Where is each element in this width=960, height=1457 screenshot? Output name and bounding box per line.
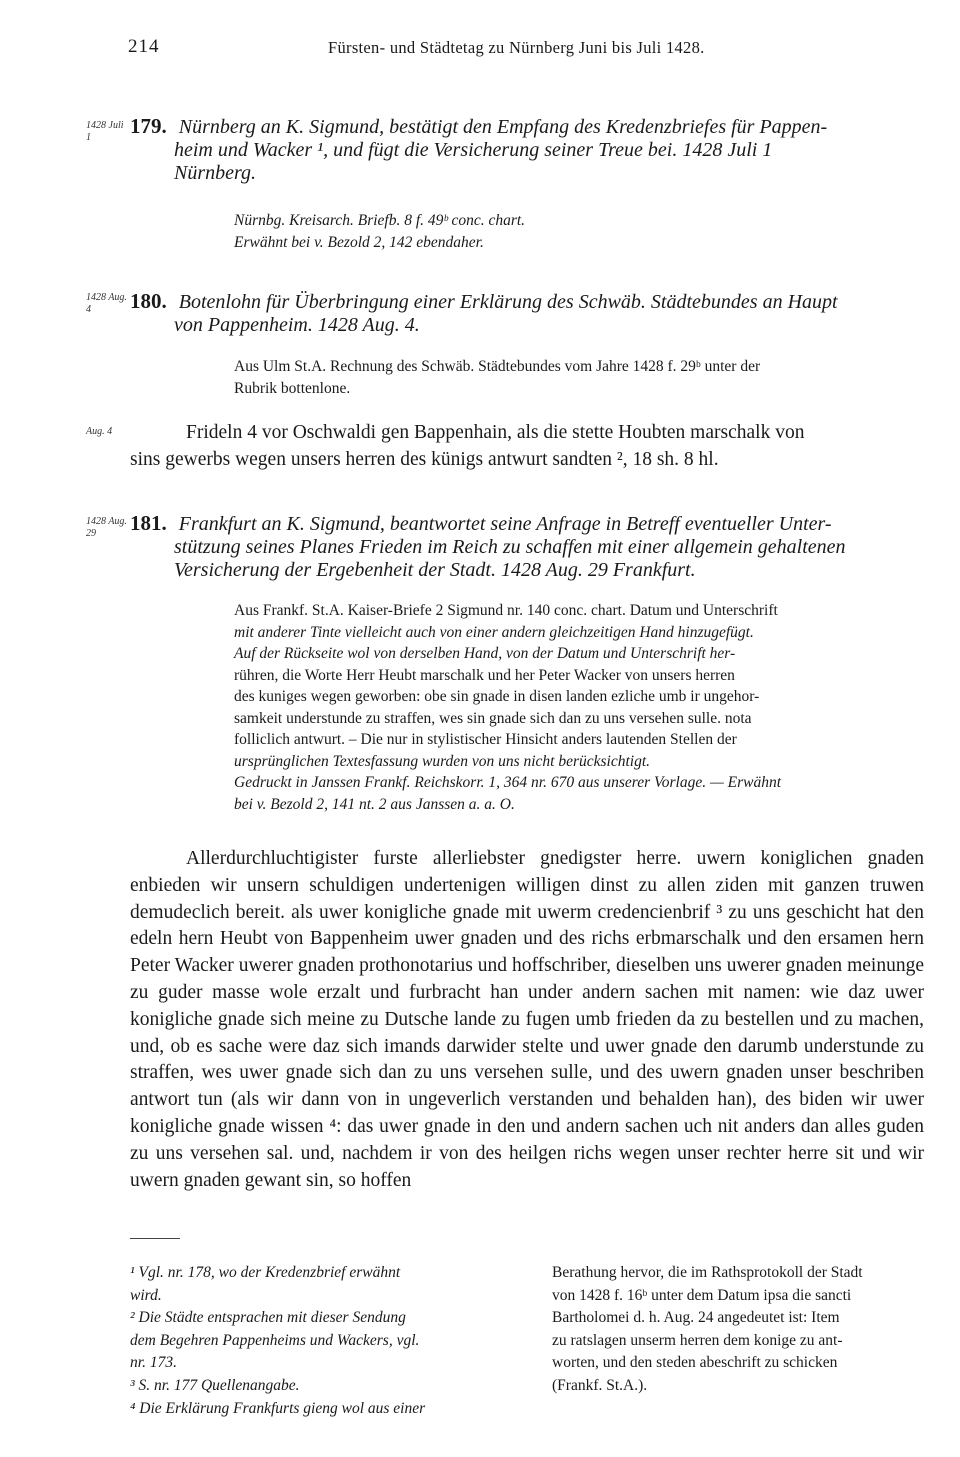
entry-181-source xyxy=(234,600,920,815)
page-header xyxy=(128,36,888,64)
entry-line: heim und Wacker ¹, und fügt die Versicherung seiner Treue bei. 1428 Juli 1 xyxy=(174,139,773,161)
entry-180-heading xyxy=(130,290,920,337)
entry-179-source xyxy=(234,210,920,253)
entry-180-source xyxy=(234,356,920,399)
letter-text: Allerdurchluchtigister furste allerliebster gnedigster herre. uwern koniglichen gnaden enbieden wir unsern schuldigen undertenigen willigen dinst zu allen ziden mit ganzen truwen demudeclich bereit. als uwer konigliche gnade mit uwerm credencienbrif ³ zu uns geschicht hat den edeln hern Heubt von Bappenheim uwer gnaden und des richs erbmarschalk und den ersamen hern Peter Wacker uwerer gnaden prothonotarius und hoffschriber, dieselben uns uwerer gnaden meinunge zu guder masse wole erzalt und furbracht han under andern sachen mit namen: wie daz uwer konigliche gnade sich meine zu Dutsche lande zu fugen umb frieden da zu bestellen und zu machen, und, ob es sache were daz sich imands darwider stelte und uwer gnade den darumb understunde zu straffen, wes uwer gnade sich dan zu uns versehen sulle, und des uwern gnaden unser beschriben antwort tun (als wir dann von in ungeverlich verstanden und behalden han), des biden wir uwer konigliche gnade wissen ⁴: das uwer gnade in den und andern sachen uch nit anders dan alles guden zu uns versehen sal. und, nachdem ir von des heilgen richs wegen unser rechter herre sit und wir uwern gnaden gewant sin, so hoffen xyxy=(130,848,924,1191)
footnote-line: worten, und den steden abeschrift zu schicken xyxy=(552,1354,838,1372)
footnote-line: zu ratslagen unserm herren dem konige zu ant- xyxy=(552,1331,843,1349)
source-line: bei v. Bezold 2, 141 nt. 2 aus Janssen a. a. O. xyxy=(234,795,515,813)
footnote-line: ⁴ Die Erklärung Frankfurts gieng wol aus einer xyxy=(130,1399,426,1417)
source-line: Auf der Rückseite wol von derselben Hand, von der Datum und Unterschrift her- xyxy=(234,645,736,662)
footnotes-right xyxy=(552,1262,952,1398)
entry-181-heading xyxy=(130,512,920,582)
source-line: des kuniges wegen geworben: obe sin gnade in disen landen ezliche umb ir ungehor- xyxy=(234,688,760,705)
footnote-line: ³ S. nr. 177 Quellenangabe. xyxy=(130,1376,300,1394)
entry-179-heading xyxy=(130,115,920,185)
entry-line: Versicherung der Ergebenheit der Stadt. 1428 Aug. 29 Frankfurt. xyxy=(174,559,696,581)
entry-line: von Pappenheim. 1428 Aug. 4. xyxy=(174,314,420,336)
source-line: Aus Ulm St.A. Rechnung des Schwäb. Städtebundes vom Jahre 1428 f. 29ᵇ unter der xyxy=(234,358,761,375)
footnote-line: von 1428 f. 16ᵇ unter dem Datum ipsa die sancti xyxy=(552,1286,852,1304)
footnote-line: Bartholomei d. h. Aug. 24 angedeutet ist: Item xyxy=(552,1309,840,1327)
source-line: Nürnbg. Kreisarch. Briefb. 8 f. 49ᵇ conc. chart. xyxy=(234,212,526,229)
footnote-line: ² Die Städte entsprachen mit dieser Sendung xyxy=(130,1309,406,1327)
footnote-line: ¹ Vgl. nr. 178, wo der Kredenzbrief erwähnt xyxy=(130,1264,401,1281)
footnote-line: (Frankf. St.A.). xyxy=(552,1376,648,1394)
entry-181-letter xyxy=(130,846,924,1194)
source-line: mit anderer Tinte vielleicht auch von einer andern gleichzeitigen Hand hinzugefügt. xyxy=(234,623,754,641)
footnote-rule xyxy=(130,1238,180,1239)
source-line: samkeit understunde zu straffen, wes sin gnade sich dan zu uns versehen sulle. nota xyxy=(234,709,752,727)
source-line: rühren, die Worte Herr Heubt marschalk und her Peter Wacker von unsers herren xyxy=(234,666,735,684)
source-line: ursprünglichen Textesfassung wurden von uns nicht berücksichtigt. xyxy=(234,752,651,770)
source-line: folliclich antwurt. – Die nur in stylistischer Hinsicht anders lautenden Stellen der xyxy=(234,731,737,748)
entry-line: Nürnberg. xyxy=(174,162,257,184)
source-line: Gedruckt in Janssen Frankf. Reichskorr. 1, 364 nr. 670 aus unserer Vorlage. — Erwähnt xyxy=(234,774,782,791)
entry-line: Frankfurt an K. Sigmund, beantwortet seine Anfrage in Betreff eventueller Unter- xyxy=(178,513,832,535)
entry-line: Botenlohn für Überbringung einer Erklärung des Schwäb. Städtebundes an Haupt xyxy=(178,291,838,313)
entry-180-text xyxy=(130,420,924,474)
entry-line: stützung seines Planes Frieden im Reich zu schaffen mit einer allgemein gehaltenen xyxy=(174,536,846,558)
source-line: Erwähnt bei v. Bezold 2, 142 ebendaher. xyxy=(234,233,484,251)
text-line: Frideln 4 vor Oschwaldi gen Bappenhain, als die stette Houbten marschalk von xyxy=(186,422,805,443)
footnote-line: Berathung hervor, die im Rathsprotokoll der Stadt xyxy=(552,1264,863,1281)
entry-number: 179. xyxy=(130,114,167,138)
entry-number: 180. xyxy=(130,289,167,313)
margin-date-181: 1428 Aug. 29 xyxy=(86,516,127,539)
source-line: Rubrik bottenlone. xyxy=(234,379,351,397)
running-title: Fürsten- und Städtetag zu Nürnberg Juni bis Juli 1428. xyxy=(328,38,705,57)
margin-date-179: 1428 Juli 1 xyxy=(86,120,124,143)
entry-number: 181. xyxy=(130,511,167,535)
entry-line: Nürnberg an K. Sigmund, bestätigt den Empfang des Kredenzbriefes für Pappen- xyxy=(178,116,828,138)
footnote-line: nr. 173. xyxy=(130,1354,177,1372)
page-number: 214 xyxy=(128,36,160,57)
source-line: Aus Frankf. St.A. Kaiser-Briefe 2 Sigmund nr. 140 conc. chart. Datum und Unterschrift xyxy=(234,602,778,619)
footnote-line: wird. xyxy=(130,1286,162,1304)
footnote-line: dem Begehren Pappenheims und Wackers, vgl. xyxy=(130,1331,420,1349)
margin-date-180-text: Aug. 4 xyxy=(86,426,113,437)
text-line: sins gewerbs wegen unsers herren des künigs antwurt sandten ², 18 sh. 8 hl. xyxy=(130,448,719,470)
margin-date-180: 1428 Aug. 4 xyxy=(86,292,127,315)
footnotes-left xyxy=(130,1262,538,1420)
